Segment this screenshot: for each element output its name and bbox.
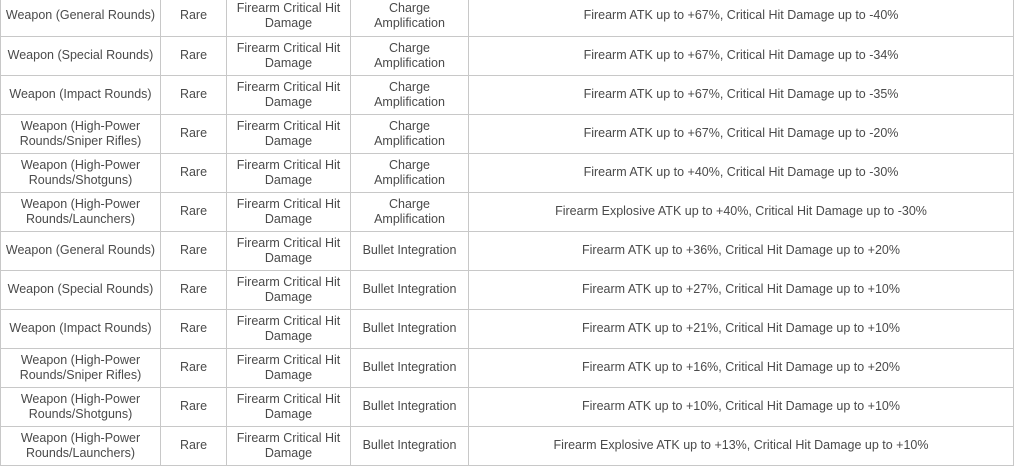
cell-stat: Firearm Critical Hit Damage: [227, 348, 351, 387]
cell-part: Weapon (High-Power Rounds/Shotguns): [1, 387, 161, 426]
cell-module: Bullet Integration: [351, 309, 469, 348]
table-row: [1, 426, 1014, 465]
cell-rarity: Rare: [161, 270, 227, 309]
cell-rarity: Rare: [161, 348, 227, 387]
cell-module: Bullet Integration: [351, 231, 469, 270]
cell-effect: Firearm Explosive ATK up to +40%, Critical Hit Damage up to -30%: [469, 192, 1014, 231]
cell-effect: Firearm ATK up to +36%, Critical Hit Damage up to +20%: [469, 231, 1014, 270]
cell-effect: Firearm ATK up to +67%, Critical Hit Damage up to -35%: [469, 75, 1014, 114]
cell-effect: Firearm Explosive ATK up to +13%, Critical Hit Damage up to +10%: [469, 426, 1014, 465]
cell-effect: Firearm ATK up to +67%, Critical Hit Damage up to -20%: [469, 114, 1014, 153]
cell-stat: Firearm Critical Hit Damage: [227, 153, 351, 192]
cell-stat: Firearm Critical Hit Damage: [227, 75, 351, 114]
cell-part: Weapon (General Rounds): [1, 0, 161, 36]
cell-stat: Firearm Critical Hit Damage: [227, 309, 351, 348]
table-row: [1, 75, 1014, 114]
table-row: [1, 114, 1014, 153]
cell-rarity: Rare: [161, 153, 227, 192]
cell-rarity: Rare: [161, 426, 227, 465]
cell-effect: Firearm ATK up to +40%, Critical Hit Damage up to -30%: [469, 153, 1014, 192]
cell-rarity: Rare: [161, 309, 227, 348]
table-row: [1, 309, 1014, 348]
cell-part: Weapon (High-Power Rounds/Shotguns): [1, 153, 161, 192]
cell-effect: Firearm ATK up to +67%, Critical Hit Damage up to -40%: [469, 0, 1014, 36]
cell-part: Weapon (Special Rounds): [1, 270, 161, 309]
cell-module: Charge Amplification: [351, 36, 469, 75]
cell-part: Weapon (Impact Rounds): [1, 75, 161, 114]
table-row: [1, 192, 1014, 231]
cell-part: Weapon (Impact Rounds): [1, 309, 161, 348]
cell-module: Bullet Integration: [351, 348, 469, 387]
cell-rarity: Rare: [161, 387, 227, 426]
cell-module: Charge Amplification: [351, 75, 469, 114]
cell-rarity: Rare: [161, 192, 227, 231]
table-body: [1, 0, 1014, 465]
table-row: [1, 348, 1014, 387]
cell-module: Bullet Integration: [351, 270, 469, 309]
cell-rarity: Rare: [161, 75, 227, 114]
cell-effect: Firearm ATK up to +10%, Critical Hit Damage up to +10%: [469, 387, 1014, 426]
cell-module: Charge Amplification: [351, 192, 469, 231]
table-row: [1, 387, 1014, 426]
cell-module: Charge Amplification: [351, 114, 469, 153]
cell-module: Bullet Integration: [351, 426, 469, 465]
cell-stat: Firearm Critical Hit Damage: [227, 387, 351, 426]
table-row: [1, 153, 1014, 192]
cell-part: Weapon (High-Power Rounds/Launchers): [1, 426, 161, 465]
cell-module: Bullet Integration: [351, 387, 469, 426]
cell-part: Weapon (High-Power Rounds/Sniper Rifles): [1, 348, 161, 387]
cell-effect: Firearm ATK up to +16%, Critical Hit Damage up to +20%: [469, 348, 1014, 387]
cell-stat: Firearm Critical Hit Damage: [227, 114, 351, 153]
cell-rarity: Rare: [161, 231, 227, 270]
cell-rarity: Rare: [161, 114, 227, 153]
cell-stat: Firearm Critical Hit Damage: [227, 36, 351, 75]
cell-rarity: Rare: [161, 36, 227, 75]
cell-effect: Firearm ATK up to +27%, Critical Hit Damage up to +10%: [469, 270, 1014, 309]
cell-part: Weapon (Special Rounds): [1, 36, 161, 75]
table-row: [1, 36, 1014, 75]
cell-effect: Firearm ATK up to +21%, Critical Hit Damage up to +10%: [469, 309, 1014, 348]
cell-part: Weapon (General Rounds): [1, 231, 161, 270]
cell-stat: Firearm Critical Hit Damage: [227, 426, 351, 465]
cell-part: Weapon (High-Power Rounds/Sniper Rifles): [1, 114, 161, 153]
table-row: [1, 0, 1014, 36]
cell-rarity: Rare: [161, 0, 227, 36]
cell-stat: Firearm Critical Hit Damage: [227, 231, 351, 270]
cell-stat: Firearm Critical Hit Damage: [227, 0, 351, 36]
table-row: [1, 270, 1014, 309]
cell-part: Weapon (High-Power Rounds/Launchers): [1, 192, 161, 231]
cell-module: Charge Amplification: [351, 153, 469, 192]
cell-effect: Firearm ATK up to +67%, Critical Hit Damage up to -34%: [469, 36, 1014, 75]
cell-stat: Firearm Critical Hit Damage: [227, 270, 351, 309]
cell-stat: Firearm Critical Hit Damage: [227, 192, 351, 231]
table-row: [1, 231, 1014, 270]
cell-module: Charge Amplification: [351, 0, 469, 36]
